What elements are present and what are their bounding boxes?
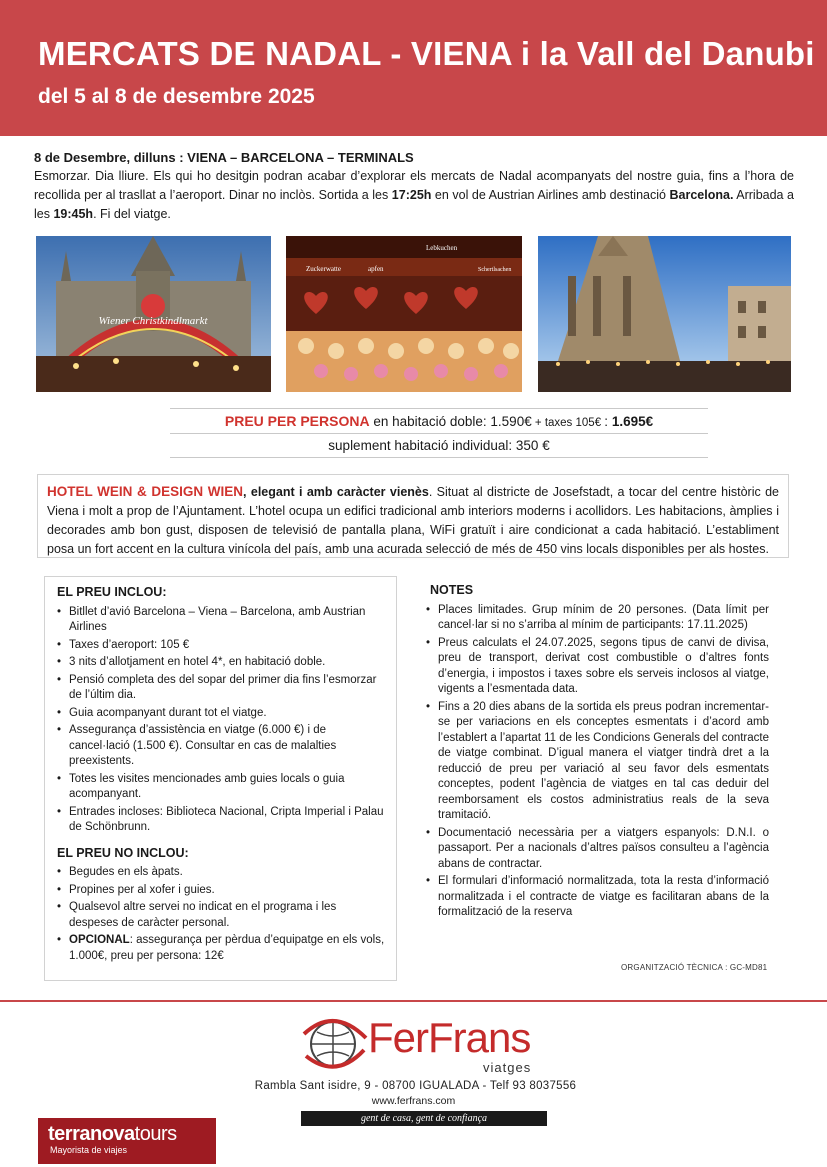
arrival-time: 19:45h bbox=[53, 207, 94, 221]
terranova-logo bbox=[38, 1118, 216, 1164]
included-list bbox=[55, 605, 386, 836]
page-dates: del 5 al 8 de desembre 2025 bbox=[38, 85, 315, 108]
list-item: • Propines per al xofer i guies. bbox=[55, 883, 386, 899]
list-item: • Totes les visites mencionades amb guies locals o guia acompanyant. bbox=[55, 772, 386, 803]
header-banner bbox=[0, 0, 827, 136]
website-link[interactable]: www.ferfrans.com bbox=[371, 1095, 456, 1107]
list-item: • Begudes en els àpats. bbox=[55, 865, 386, 881]
photo2-sign-4: Schertlsachen bbox=[478, 267, 512, 273]
day-text bbox=[34, 167, 794, 224]
page-title: MERCATS DE NADAL - VIENA i la Vall del Danubi bbox=[38, 35, 815, 72]
day-title: 8 de Desembre, dilluns : VIENA – BARCELONA – TERMINALS bbox=[34, 150, 414, 165]
brand-sub: viatges bbox=[483, 1060, 532, 1075]
hotel-description: . Situat al districte de Josefstadt, a tocar del centre històric de Viena i molt a prop de l’Ajuntament. L’hotel ocupa un edifici tradicional amb interiors moderns i acollidors. Les habitacions, àmplies i decorades amb bon gust, disposen de televisió de pantalla plana, WiFi gratuït i aire condicionat a cada habitació. L’establiment posa un fort accent en la cultura vinícola del país, amb una acurada selecció de més de 450 vins locals disponibles per als hostes. bbox=[47, 485, 779, 556]
notes-title: NOTES bbox=[430, 583, 474, 597]
price-separator: : bbox=[604, 414, 612, 429]
optional-text: : assegurança per pèrdua d’equipatge en els vols, 1.000€, preu per persona: 12€ bbox=[69, 934, 385, 962]
included-title: EL PREU INCLOU: bbox=[57, 585, 167, 599]
footer-divider bbox=[0, 1000, 827, 1002]
hotel-tagline: , elegant i amb caràcter vienès bbox=[243, 485, 429, 499]
photo2-sign-1: Zuckerwatte bbox=[306, 265, 341, 273]
list-item: • Qualsevol altre servei no indicat en el programa i les despeses de caràcter personal. bbox=[55, 900, 386, 931]
list-item: • Places limitades. Grup mínim de 20 persones. (Data límit per cancel·lar si no s’arriba al mínim de participants: 17.11.2025) bbox=[424, 603, 769, 634]
departure-time: 17:25h bbox=[391, 188, 432, 202]
photo2-sign-2: Lebkuchen bbox=[426, 244, 458, 252]
list-item-optional bbox=[55, 933, 386, 964]
not-included-list bbox=[55, 865, 386, 964]
single-supplement: suplement habitació individual: 350 € bbox=[170, 433, 708, 458]
included-box bbox=[44, 576, 397, 981]
organization-code: ORGANITZACIÓ TÈCNICA : GC-MD81 bbox=[621, 963, 768, 972]
slogan: gent de casa, gent de confiança bbox=[301, 1111, 547, 1126]
hotel-name: HOTEL WEIN & DESIGN WIEN bbox=[47, 484, 244, 499]
list-item: • Taxes d’aeroport: 105 € bbox=[55, 638, 386, 654]
destination: Barcelona. bbox=[669, 188, 734, 202]
list-item: • Assegurança d’assistència en viatge (6.000 €) i de cancel·lació (1.500 €). Consultar en cas de malalties preexistents. bbox=[55, 723, 386, 770]
address bbox=[0, 1080, 827, 1092]
list-item: • Entrades incloses: Biblioteca Nacional, Cripta Imperial i Palau de Schönbrunn. bbox=[55, 805, 386, 836]
hotel-box bbox=[37, 474, 789, 558]
partner-name-light: tours bbox=[134, 1123, 177, 1145]
list-item: • Preus calculats el 24.07.2025, segons tipus de canvi de divisa, preu de transport, derivat cost combustible o d’altres fonts d’energia, i impostos i taxes sobre els serveis inclosos al viatge, vigents a l’esmentada data. bbox=[424, 636, 769, 698]
photo2-sign-3: apfen bbox=[368, 265, 384, 273]
notes-section bbox=[424, 583, 769, 923]
list-item: • El formulari d’informació normalitzada, tota la resta d’informació normalitzada i el contracte de viatge es facilitaran abans de la formalització de la reserva bbox=[424, 874, 769, 921]
photo1-sign: Wiener Christkindlmarkt bbox=[98, 315, 208, 327]
ferfrans-logo bbox=[300, 1010, 550, 1075]
list-item: • Fins a 20 dies abans de la sortida els preus podran incrementar-se per variacions en els conceptes esmentats i d’acord amb l’establert a l’apartat 11 de les Condicions Generals del contracte de viatge combinat. D’igual manera el viatger tindrà dret a la reducció de preu per variació al seu favor dels esmentats conceptes, podent l’agència de viatges en tal cas deduir del reemborsament els costos administratius reals de la seva tramitació. bbox=[424, 700, 769, 824]
brand-name: FerFrans bbox=[368, 1014, 531, 1061]
price-total: 1.695€ bbox=[611, 414, 654, 429]
partner-sub: Mayorista de viajes bbox=[50, 1145, 128, 1155]
day-text-1: Esmorzar. Dia lliure. Els qui ho desitgin podran acabar d’explorar els mercats de Nadal acompanyats del nostre guia, fins a l’hora de recollida per al trasllat a l’aeroport. Dinar no inclòs. Sortida a les bbox=[34, 169, 794, 202]
price-box bbox=[170, 408, 708, 458]
price-label: PREU PER PERSONA bbox=[224, 413, 370, 429]
notes-list bbox=[424, 603, 769, 921]
day-text-2: en vol de Austrian Airlines amb destinació bbox=[431, 188, 670, 202]
day-text-4: . Fi del viatge. bbox=[93, 207, 171, 221]
photo-market-stall bbox=[286, 236, 522, 392]
partner-name-bold: terranova bbox=[48, 1123, 135, 1145]
photo-strip bbox=[36, 236, 791, 392]
list-item: • Documentació necessària per a viatgers espanyols: D.N.I. o passaport. Per a nacionals d’altres països consulteu a l’agència abans de contractar. bbox=[424, 826, 769, 873]
price-text: en habitació doble: 1.590€ bbox=[369, 414, 532, 429]
photo-rathaus-market bbox=[36, 236, 271, 392]
list-item: • Guia acompanyant durant tot el viatge. bbox=[55, 706, 386, 722]
not-included-title: EL PREU NO INCLOU: bbox=[57, 845, 189, 860]
photo-cathedral bbox=[538, 236, 791, 392]
list-item: • Bitllet d’avió Barcelona – Viena – Barcelona, amb Austrian Airlines bbox=[55, 605, 386, 636]
optional-label: OPCIONAL bbox=[69, 934, 130, 946]
partner-name bbox=[48, 1124, 216, 1145]
list-item: • Pensió completa des del sopar del primer dia fins l’esmorzar de l’últim dia. bbox=[55, 673, 386, 704]
price-row bbox=[170, 408, 708, 433]
price-taxes: + taxes 105€ bbox=[531, 417, 605, 429]
day-text-3: Arribada a les bbox=[34, 188, 794, 221]
address-text: Rambla Sant isidre, 9 - 08700 IGUALADA - Telf 93 8037556 bbox=[254, 1080, 577, 1092]
list-item: • 3 nits d’allotjament en hotel 4*, en habitació doble. bbox=[55, 655, 386, 671]
globe-icon bbox=[300, 1012, 370, 1072]
day-itinerary bbox=[34, 148, 794, 224]
